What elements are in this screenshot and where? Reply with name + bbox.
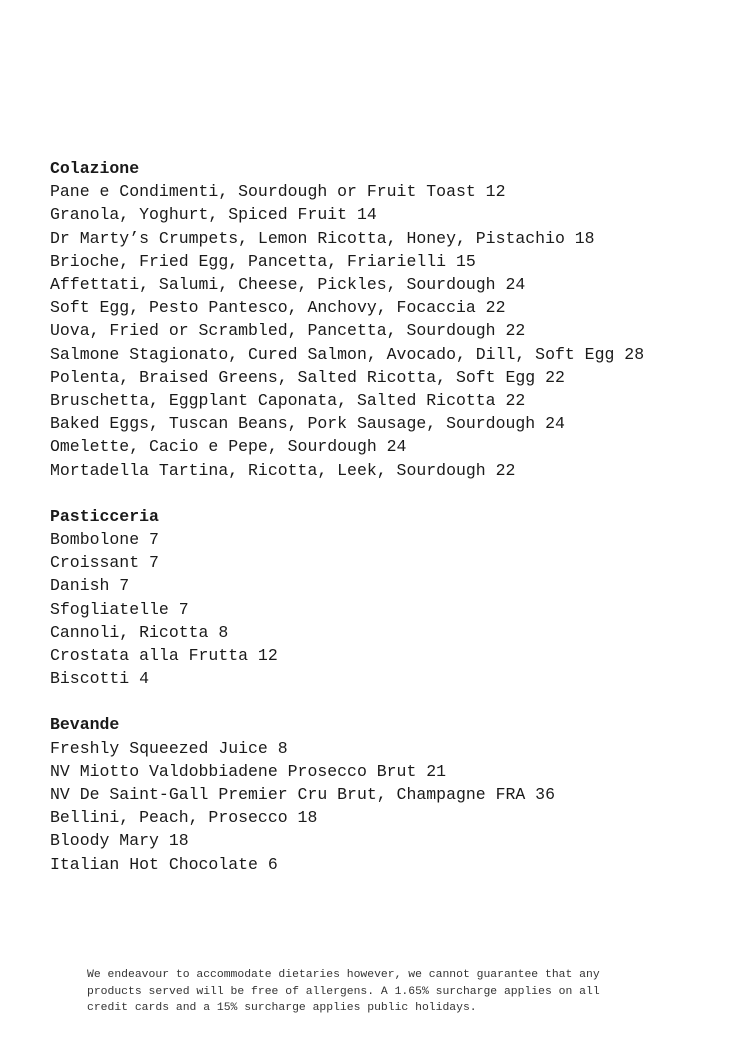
menu-item: Baked Eggs, Tuscan Beans, Pork Sausage, Sourdough 24 — [50, 414, 565, 434]
menu-item: Bloody Mary 18 — [50, 831, 189, 851]
menu-item: NV De Saint-Gall Premier Cru Brut, Champagne FRA 36 — [50, 785, 555, 805]
menu-item: Pane e Condimenti, Sourdough or Fruit Toast 12 — [50, 182, 506, 202]
menu-item: Brioche, Fried Egg, Pancetta, Friarielli 15 — [50, 251, 476, 271]
section-title: Bevande — [50, 715, 120, 735]
menu-item: Soft Egg, Pesto Pantesco, Anchovy, Focaccia 22 — [50, 298, 506, 318]
menu-item: Granola, Yoghurt, Spiced Fruit 14 — [50, 205, 377, 225]
menu — [50, 157, 730, 899]
section-title: Pasticceria — [50, 506, 159, 526]
section-colazione — [50, 157, 730, 482]
menu-item: Crostata alla Frutta 12 — [50, 646, 278, 666]
menu-item: Polenta, Braised Greens, Salted Ricotta, Soft Egg 22 — [50, 367, 565, 387]
menu-item: NV Miotto Valdobbiadene Prosecco Brut 21 — [50, 761, 447, 781]
menu-item: Mortadella Tartina, Ricotta, Leek, Sourdough 22 — [50, 460, 516, 480]
menu-item: Bellini, Peach, Prosecco 18 — [50, 808, 318, 828]
menu-item: Salmone Stagionato, Cured Salmon, Avocado, Dill, Soft Egg 28 — [50, 344, 645, 364]
menu-item: Biscotti 4 — [50, 669, 150, 689]
menu-item: Dr Marty’s Crumpets, Lemon Ricotta, Honey, Pistachio 18 — [50, 228, 595, 248]
menu-item: Italian Hot Chocolate 6 — [50, 854, 278, 874]
menu-item: Bruschetta, Eggplant Caponata, Salted Ricotta 22 — [50, 391, 526, 411]
menu-item: Cannoli, Ricotta 8 — [50, 622, 229, 642]
disclaimer-line: credit cards and a 15% surcharge applies public holidays. — [87, 1002, 477, 1014]
section-pasticceria — [50, 505, 730, 691]
menu-item: Freshly Squeezed Juice 8 — [50, 738, 288, 758]
section-bevande — [50, 713, 730, 875]
disclaimer-line: products served will be free of allergens. A 1.65% surcharge applies on all — [87, 985, 600, 998]
menu-item: Croissant 7 — [50, 553, 159, 573]
menu-item: Danish 7 — [50, 576, 130, 596]
menu-item: Bombolone 7 — [50, 530, 159, 550]
menu-item: Affettati, Salumi, Cheese, Pickles, Sourdough 24 — [50, 275, 526, 295]
disclaimer-line: We endeavour to accommodate dietaries however, we cannot guarantee that any — [87, 969, 600, 981]
allergen-disclaimer — [87, 967, 687, 1017]
menu-item: Sfogliatelle 7 — [50, 599, 189, 619]
menu-item: Uova, Fried or Scrambled, Pancetta, Sourdough 22 — [50, 321, 526, 341]
menu-item: Omelette, Cacio e Pepe, Sourdough 24 — [50, 437, 407, 457]
section-title: Colazione — [50, 159, 140, 178]
